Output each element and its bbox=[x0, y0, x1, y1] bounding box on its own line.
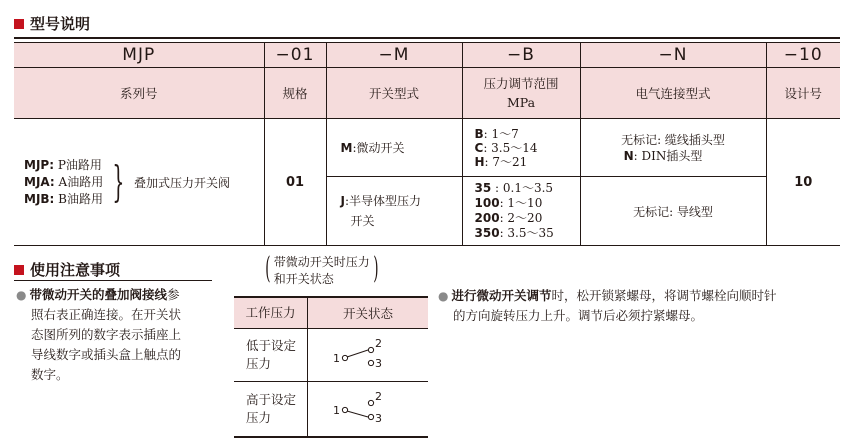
terminal-3-label: 3 bbox=[375, 412, 382, 425]
switch-table-caption: ( 带微动开关时压力 和开关状态 ) bbox=[265, 251, 379, 286]
brace-icon: } bbox=[112, 157, 125, 206]
series-cell bbox=[14, 119, 264, 246]
range-micro bbox=[462, 119, 580, 177]
header-pressure-range: 压力调节范围 MPa bbox=[462, 68, 580, 119]
conn-semi: 无标记: 导线型 bbox=[580, 177, 766, 246]
code-connection: −N bbox=[580, 43, 766, 68]
switch-contact-icon bbox=[347, 350, 368, 357]
range-item: C: 3.5～14 bbox=[474, 140, 538, 155]
model-row-micro bbox=[14, 119, 840, 177]
terminal-2-icon bbox=[368, 347, 373, 352]
usage-divider bbox=[14, 280, 212, 281]
conn-micro: 无标记: 缆线插头型 N: DIN插头型 bbox=[580, 119, 766, 177]
switch-state-low bbox=[308, 329, 429, 382]
row-low-label: 低于设定 压力 bbox=[234, 329, 308, 382]
range-item: B: 1～7 bbox=[474, 126, 519, 141]
design-value: 10 bbox=[766, 119, 840, 246]
model-header-row bbox=[14, 68, 840, 119]
range-item: H: 7～21 bbox=[474, 154, 528, 169]
range-item: 350: 3.5～35 bbox=[474, 226, 554, 240]
red-square-icon bbox=[14, 265, 24, 275]
terminal-1-icon bbox=[342, 355, 347, 360]
series-item: MJA: A油路用 bbox=[24, 174, 104, 189]
spec-value: 01 bbox=[264, 119, 326, 246]
header-series: 系列号 bbox=[14, 68, 264, 119]
note-left: ● 带微动开关的叠加阀接线参 照右表正确连接。在开关状 态图所列的数字表示插座上 导线数字或插头盒上触点的 数字。 bbox=[16, 287, 182, 382]
terminal-3-label: 3 bbox=[375, 357, 382, 370]
terminal-2-label: 2 bbox=[375, 390, 382, 403]
switch-semi: J:半导体型压力 开关 bbox=[326, 177, 462, 246]
code-design: −10 bbox=[766, 43, 840, 68]
range-item: 35 : 0.1～3.5 bbox=[474, 181, 554, 195]
terminal-1-label: 1 bbox=[333, 352, 340, 365]
range-item: 100: 1～10 bbox=[474, 196, 543, 210]
series-item: MJP: P油路用 bbox=[24, 157, 102, 172]
switch-contact-icon bbox=[347, 411, 368, 417]
header-spec: 规格 bbox=[264, 68, 326, 119]
switch-micro: M:微动开关 bbox=[326, 119, 462, 177]
header-design-no: 设计号 bbox=[766, 68, 840, 119]
terminal-3-icon bbox=[368, 360, 373, 365]
section-divider bbox=[14, 37, 840, 39]
range-item: 200: 2～20 bbox=[474, 211, 543, 225]
series-item: MJB: B油路用 bbox=[24, 191, 103, 206]
model-code-row bbox=[14, 43, 840, 68]
header-switch-type: 开关型式 bbox=[326, 68, 462, 119]
col-pressure: 工作压力 bbox=[234, 297, 308, 329]
bullet-icon: ● bbox=[438, 289, 449, 303]
section-title-usage: 使用注意事项 bbox=[14, 259, 120, 280]
code-series: MJP bbox=[14, 43, 264, 68]
terminal-1-icon bbox=[342, 407, 347, 412]
switch-state-high bbox=[308, 382, 429, 438]
code-range: −B bbox=[462, 43, 580, 68]
model-table bbox=[14, 42, 840, 246]
red-square-icon bbox=[14, 19, 24, 29]
terminal-3-icon bbox=[368, 414, 373, 419]
note-right: ● 进行微动开关调节时，松开锁紧螺母，将调节螺栓向顺时针 的方向旋转压力上升。调节后必须拧紧螺母。 bbox=[438, 288, 777, 323]
range-semi bbox=[462, 177, 580, 246]
bullet-icon: ● bbox=[16, 288, 27, 302]
terminal-1-label: 1 bbox=[333, 404, 340, 417]
series-group-label: 叠加式压力开关阀 bbox=[133, 175, 230, 190]
section-title-model: 型号说明 bbox=[14, 13, 90, 34]
col-state: 开关状态 bbox=[308, 297, 429, 329]
code-spec: −01 bbox=[264, 43, 326, 68]
header-connection: 电气连接型式 bbox=[580, 68, 766, 119]
terminal-2-icon bbox=[368, 400, 373, 405]
switch-state-table bbox=[234, 296, 428, 438]
row-high-label: 高于设定 压力 bbox=[234, 382, 308, 438]
code-switch: −M bbox=[326, 43, 462, 68]
terminal-2-label: 2 bbox=[375, 337, 382, 350]
